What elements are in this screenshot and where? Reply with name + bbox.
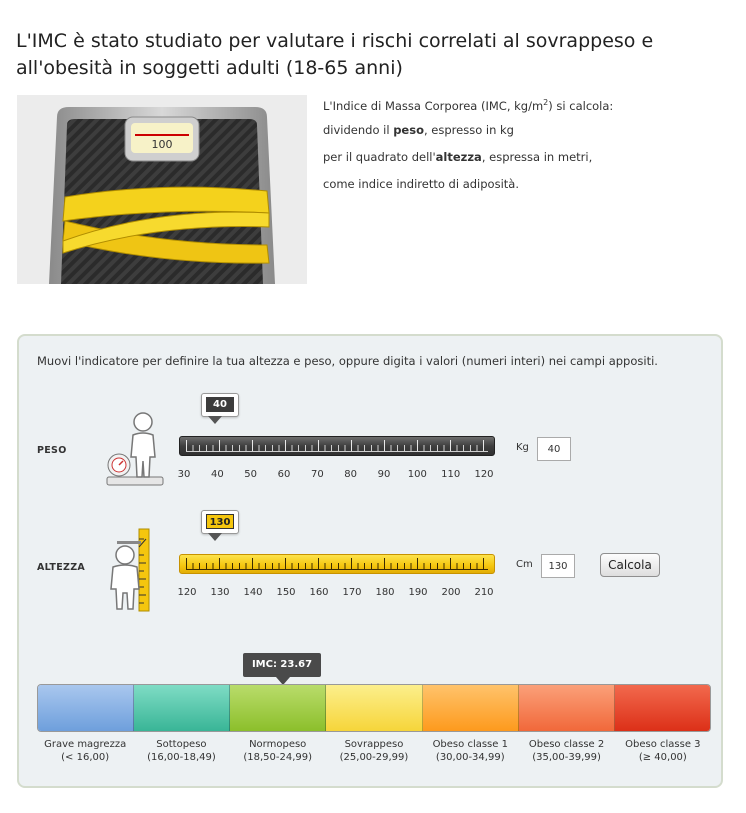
bmi-category-name: Sovrappeso [344, 739, 404, 750]
weight-input[interactable] [537, 437, 571, 461]
bmi-category-label [326, 738, 422, 764]
weight-tick-label: 100 [407, 469, 427, 480]
weight-tick-label: 80 [344, 469, 358, 480]
height-tick-label: 200 [441, 587, 461, 598]
desc-line-1: L'Indice di Massa Corporea (IMC, $kg/m^2$) si calcola: [323, 98, 614, 113]
bmi-category-name: Grave magrezza [44, 739, 127, 750]
weight-tick-label: 50 [244, 469, 258, 480]
imc-description [323, 96, 723, 204]
height-slider-track[interactable] [179, 554, 495, 574]
bmi-category-name: Sottopeso [156, 739, 207, 750]
bmi-category-range: (35,00-39,99) [532, 752, 601, 763]
bmi-category-range: (≥ 40,00) [638, 752, 687, 763]
height-tick-label: 120 [177, 587, 197, 598]
weight-unit-label: Kg [516, 442, 529, 453]
bmi-category-label [518, 738, 614, 764]
height-unit-label: Cm [516, 559, 533, 570]
height-tick-label: 180 [375, 587, 395, 598]
bmi-segment [519, 685, 615, 731]
weight-tick-label: 120 [474, 469, 494, 480]
weight-tick-label: 90 [377, 469, 391, 480]
desc-line-4: come indice indiretto di adiposità. [323, 177, 519, 191]
weight-slider-handle[interactable] [201, 393, 239, 417]
bmi-calculator-panel [17, 334, 723, 788]
height-input[interactable] [541, 554, 575, 578]
weight-slider-track[interactable] [179, 436, 495, 456]
bmi-category-name: Obeso classe 2 [528, 739, 605, 750]
bmi-segment [615, 685, 710, 731]
bmi-category-label [230, 738, 326, 764]
person-height-measure-icon [103, 525, 155, 613]
bmi-category-range: (25,00-29,99) [339, 752, 409, 763]
bmi-category-name: Obeso classe 3 [625, 739, 701, 750]
bmi-category-label [422, 738, 518, 764]
bmi-category-label [37, 738, 133, 764]
bmi-segment [134, 685, 230, 731]
height-tick-label: 170 [342, 587, 362, 598]
weight-tick-label: 70 [310, 469, 324, 480]
bathroom-scale-illustration [17, 95, 307, 284]
desc-line-3: per il quadrato dell'altezza, espressa in metri, [323, 150, 593, 164]
bmi-segment [326, 685, 422, 731]
person-on-scale-icon [105, 411, 165, 487]
bmi-segment [230, 685, 326, 731]
height-label: ALTEZZA [37, 562, 86, 573]
weight-tick-label: 110 [441, 469, 461, 480]
height-tick-label: 210 [474, 587, 494, 598]
bmi-category-name: Normopeso [249, 739, 307, 750]
hero-image-scale-with-tape [17, 95, 307, 284]
bmi-category-bar [37, 684, 711, 732]
bmi-category-range: (30,00-34,99) [435, 752, 505, 763]
page-title: L'IMC è stato studiato per valutare i rischi correlati al sovrappeso e all'obesità in soggetti adulti (18-65 anni) [16, 30, 654, 79]
weight-ruler-ticks [186, 439, 488, 452]
bmi-category-range: (18,50-24,99) [243, 752, 313, 763]
height-tick-label: 190 [408, 587, 428, 598]
bmi-category-label [133, 738, 229, 764]
height-tick-label: 160 [309, 587, 329, 598]
bmi-category-name: Obeso classe 1 [432, 739, 508, 750]
weight-marker-value: 40 [206, 397, 234, 412]
height-marker-value: 130 [206, 514, 234, 529]
bmi-segment [423, 685, 519, 731]
calculator-instruction: Muovi l'indicatore per definire la tua altezza e peso, oppure digita i valori (numeri interi) nei campi appositi. [37, 354, 658, 368]
height-tick-label: 130 [210, 587, 230, 598]
bmi-category-labels [37, 738, 711, 764]
scale-dial-value: 100 [151, 138, 173, 151]
height-slider-handle[interactable] [201, 510, 239, 534]
weight-tick-label: 60 [277, 469, 291, 480]
height-tick-label: 150 [276, 587, 296, 598]
bmi-category-label [615, 738, 711, 764]
height-tick-label: 140 [243, 587, 263, 598]
height-ruler-ticks [186, 557, 488, 570]
bmi-category-range: (16,00-18,49) [147, 752, 216, 763]
bmi-category-range: (< 16,00) [61, 752, 110, 763]
bmi-segment [38, 685, 134, 731]
desc-line-2: dividendo il peso, espresso in kg [323, 123, 514, 137]
bmi-result-tooltip: IMC: 23.67 [243, 653, 321, 677]
weight-tick-label: 40 [210, 469, 224, 480]
weight-label: PESO [37, 445, 67, 456]
weight-tick-label: 30 [177, 469, 191, 480]
calcola-button[interactable]: Calcola [600, 553, 660, 577]
